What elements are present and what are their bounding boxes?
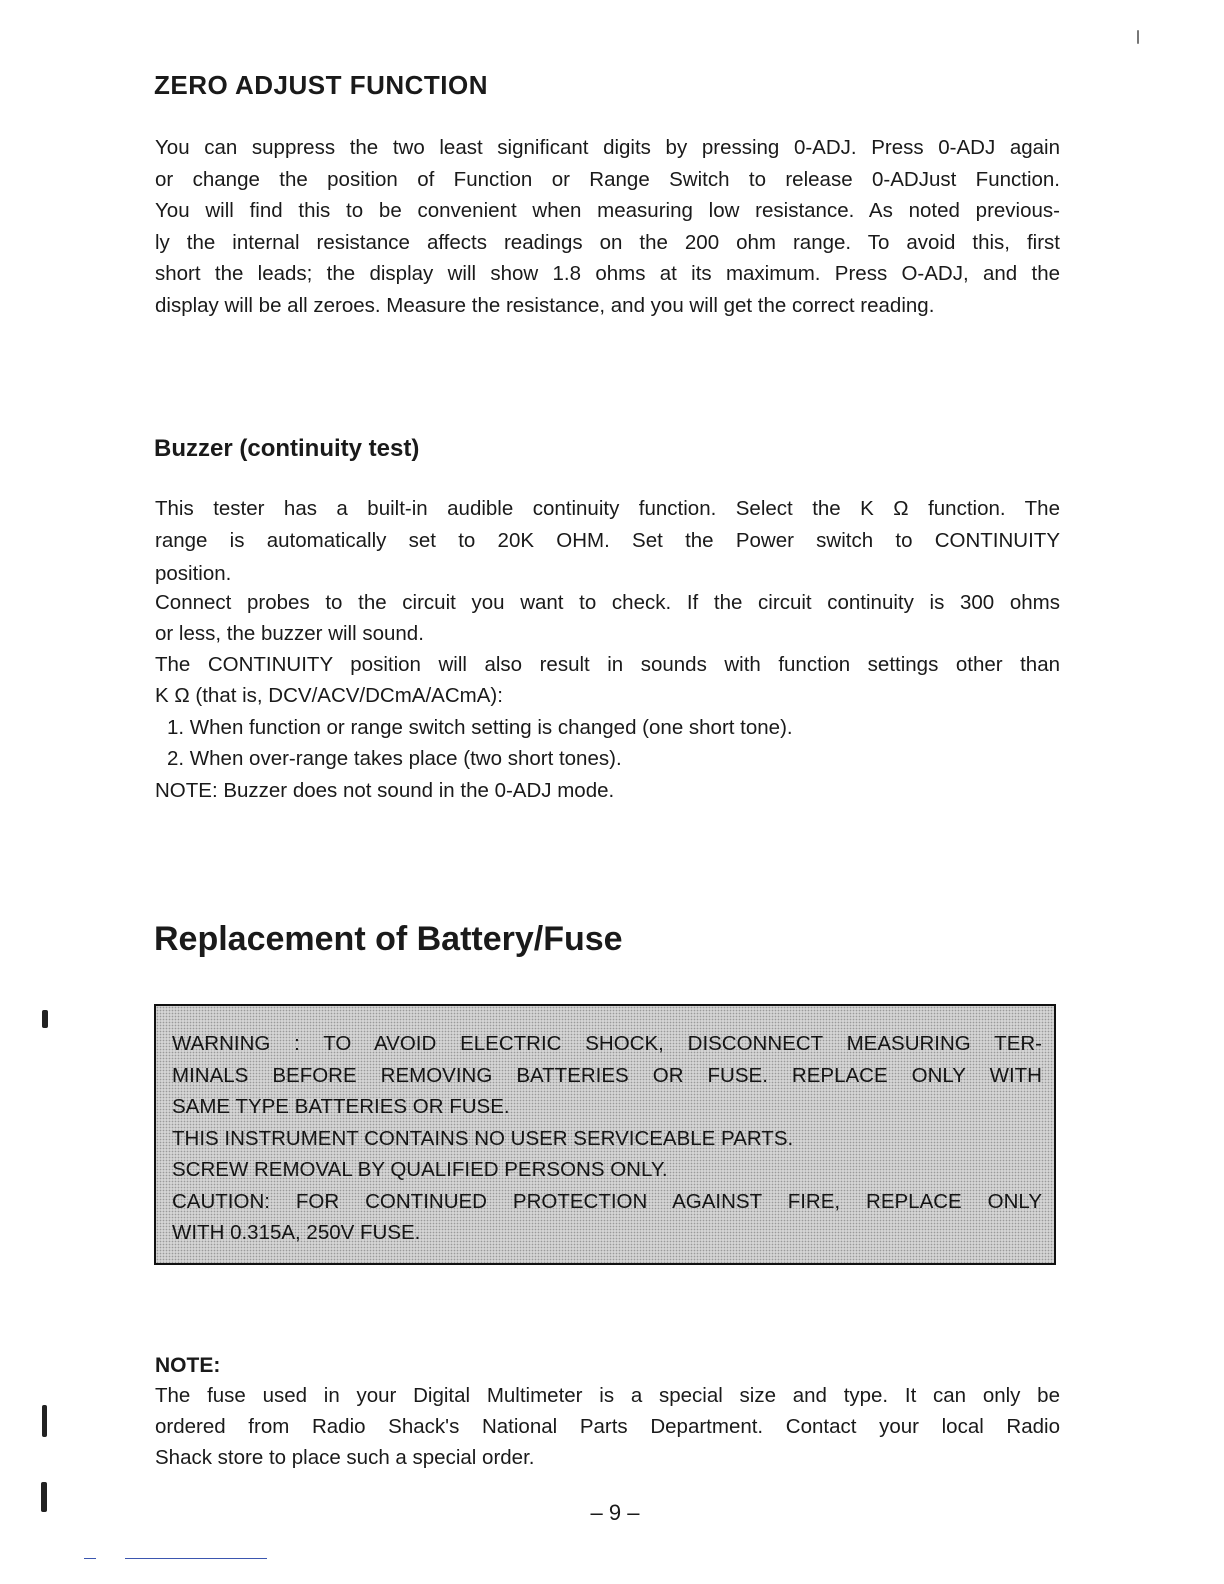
scan-rule (125, 1558, 267, 1559)
buzzer-heading: Buzzer (continuity test) (154, 435, 420, 462)
scan-speck (1137, 30, 1139, 44)
replacement-heading: Replacement of Battery/Fuse (154, 920, 623, 958)
page-number: – 9 – (590, 1500, 640, 1525)
warning-line: SAME TYPE BATTERIES OR FUSE. (172, 1095, 510, 1118)
warning-box (154, 1004, 1056, 1265)
note-line: The fuse used in your Digital Multimeter is a special size and type. It can only be (155, 1384, 1060, 1407)
scan-speck (41, 1482, 47, 1512)
zero-adjust-line: or change the position of Function or Range Switch to release 0-ADJust Function. (155, 168, 1060, 191)
note-heading: NOTE: (155, 1354, 221, 1377)
warning-line: WARNING : TO AVOID ELECTRIC SHOCK, DISCONNECT MEASURING TER- (172, 1032, 1042, 1055)
note-line: Shack store to place such a special order. (155, 1446, 535, 1469)
warning-line: SCREW REMOVAL BY QUALIFIED PERSONS ONLY. (172, 1158, 668, 1181)
warning-line: MINALS BEFORE REMOVING BATTERIES OR FUSE. REPLACE ONLY WITH (172, 1064, 1042, 1087)
caution-line: WITH 0.315A, 250V FUSE. (172, 1221, 421, 1244)
buzzer-note: NOTE: Buzzer does not sound in the 0-ADJ mode. (155, 779, 615, 802)
buzzer-line: or less, the buzzer will sound. (155, 622, 424, 645)
note-line: ordered from Radio Shack's National Parts Department. Contact your local Radio (155, 1415, 1060, 1438)
zero-adjust-line: display will be all zeroes. Measure the resistance, and you will get the correct reading. (155, 294, 935, 317)
zero-adjust-heading: ZERO ADJUST FUNCTION (154, 70, 489, 100)
warning-line: THIS INSTRUMENT CONTAINS NO USER SERVICEABLE PARTS. (172, 1127, 794, 1150)
zero-adjust-line: You can suppress the two least significant digits by pressing 0-ADJ. Press 0-ADJ again (155, 136, 1060, 159)
buzzer-line: This tester has a built-in audible continuity function. Select the K Ω function. The (155, 497, 1060, 520)
scan-speck (42, 1405, 47, 1437)
buzzer-list-item: 2. When over-range takes place (two short tones). (167, 747, 622, 770)
buzzer-list-item: 1. When function or range switch setting is changed (one short tone). (167, 716, 793, 739)
zero-adjust-line: short the leads; the display will show 1.8 ohms at its maximum. Press O-ADJ, and the (155, 262, 1060, 285)
zero-adjust-line: You will find this to be convenient when measuring low resistance. As noted previous- (155, 199, 1060, 222)
scan-speck (42, 1010, 48, 1028)
buzzer-line: range is automatically set to 20K OHM. Set the Power switch to CONTINUITY (155, 529, 1060, 552)
buzzer-line: position. (155, 562, 232, 585)
caution-line: CAUTION: FOR CONTINUED PROTECTION AGAINST FIRE, REPLACE ONLY (172, 1190, 1042, 1213)
zero-adjust-line: ly the internal resistance affects readings on the 200 ohm range. To avoid this, first (155, 231, 1060, 254)
buzzer-line: K Ω (that is, DCV/ACV/DCmA/ACmA): (155, 684, 503, 707)
buzzer-line: Connect probes to the circuit you want to check. If the circuit continuity is 300 ohms (155, 591, 1060, 614)
scan-rule (84, 1558, 96, 1559)
buzzer-line: The CONTINUITY position will also result in sounds with function settings other than (155, 653, 1060, 676)
